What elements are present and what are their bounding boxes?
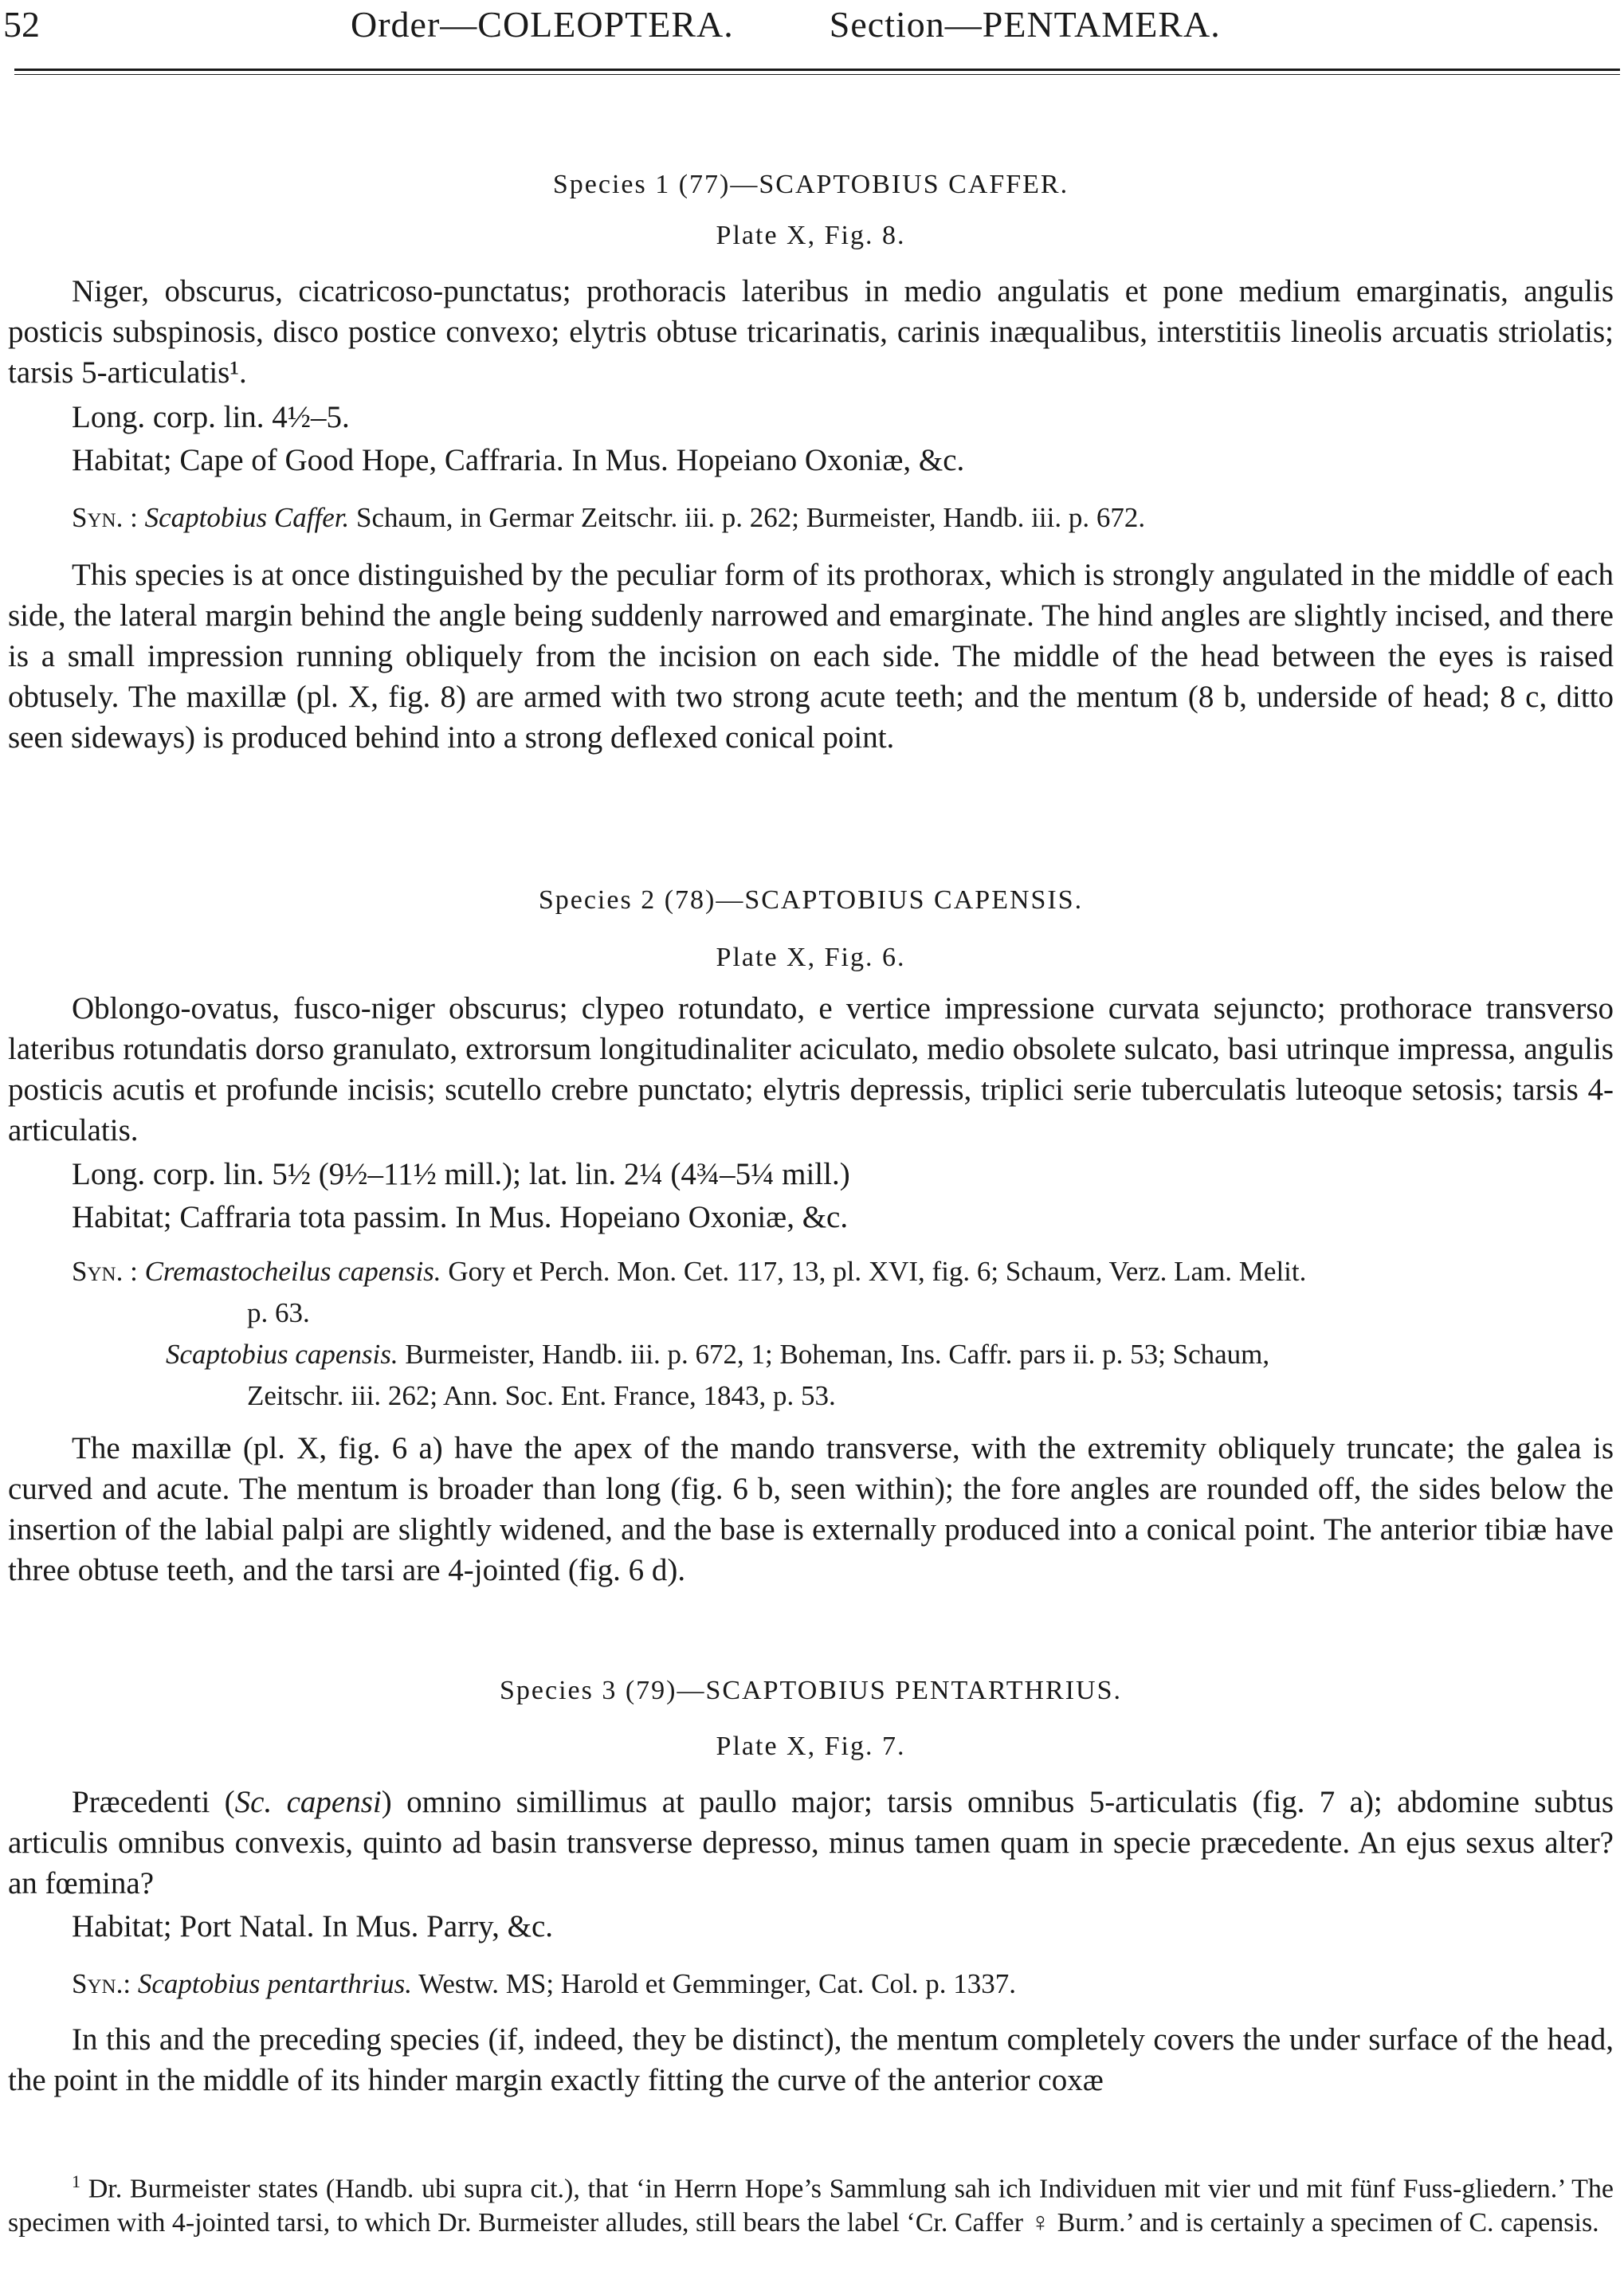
synonymy-label: Syn. : <box>72 502 138 533</box>
species-3-synonymy <box>8 1963 1624 2005</box>
synonymy-label: Syn.: <box>72 1968 131 1999</box>
species-2-description: The maxillæ (pl. X, fig. 6 a) have the apex of the mando transverse, with the extremity obliquely truncate; the galea is curved and acute. The mentum is broader than long (fig. 6 b, seen within); the fore angles are rounded off, the sides below the insertion of the labial palpi are slightly widened, and the base is externally produced into a conical point. The anterior tibiæ have three obtuse teeth, and the tarsi are 4-jointed (fig. 6 d). <box>8 1431 1614 1587</box>
synonym-reference-continued: Zeitschr. iii. 262; Ann. Soc. Ent. France, 1843, p. 53. <box>247 1380 836 1411</box>
header-rule-thin <box>14 74 1620 75</box>
footnote <box>8 2164 1614 2240</box>
species-2-synonymy-2 <box>8 1334 1624 1417</box>
synonym-reference: Gory et Perch. Mon. Cet. 117, 13, pl. XVI, fig. 6; Schaum, Verz. Lam. Melit. <box>448 1256 1307 1287</box>
header-rule <box>14 69 1620 71</box>
species-3-habitat: Habitat; Port Natal. In Mus. Parry, &c. <box>72 1909 554 1943</box>
species-1-description: This species is at once distinguished by the peculiar form of its prothorax, which is strongly angulated in the middle of each side, the lateral margin behind the angle being suddenly narrowed and emarginate. The hind angles are slightly incised, and there is a small impression running obliquely from the incision on each side. The middle of the head between the eyes is raised obtusely. The maxillæ (pl. X, fig. 8) are armed with two strong acute teeth; and the mentum (8 b, underside of head; 8 c, ditto seen sideways) is produced behind into a strong deflexed conical point. <box>8 558 1614 755</box>
species-1-length: Long. corp. lin. 4½–5. <box>72 400 350 434</box>
synonym-reference: Burmeister, Handb. iii. p. 672, 1; Boheman, Ins. Caffr. pars ii. p. 53; Schaum, <box>405 1339 1270 1370</box>
latin-text: Præcedenti ( <box>72 1785 235 1819</box>
species-1-latin-diagnosis: Niger, obscurus, cicatricoso-punctatus; prothoracis lateribus in medio angulatis et pone medium emarginatis, angulis posticis subspinosis, disco postice convexo; elytris obtuse tricarinatis, carinis inæqualibus, interstitiis lineolis arcuatis striolatis; tarsis 5-articulatis¹. <box>8 274 1614 390</box>
footnote-text: Dr. Burmeister states (Handb. ubi supra cit.), that ‘in Herrn Hope’s Sammlung sah ich Individuen mit vier und mit fünf Fuss-gliedern.’ The specimen with 4-jointed tarsi, to which Dr. Burmeister alludes, still bears the label ‘Cr. Caffer ♀ Burm.’ and is certainly a specimen of C. capensis. <box>8 2174 1614 2238</box>
species-1-habitat: Habitat; Cape of Good Hope, Caffraria. In Mus. Hopeiano Oxoniæ, &c. <box>72 443 965 477</box>
synonymy-label: Syn. : <box>72 1256 138 1287</box>
page-number: 52 <box>3 4 40 45</box>
species-2-title: Species 2 (78)—SCAPTOBIUS CAPENSIS. <box>538 885 1084 915</box>
running-head <box>351 3 1221 45</box>
species-2-synonymy-1 <box>8 1251 1624 1334</box>
species-2-habitat: Habitat; Caffraria tota passim. In Mus. Hopeiano Oxoniæ, &c. <box>72 1200 849 1234</box>
order-title: Order—COLEOPTERA. <box>351 4 734 45</box>
synonym-name: Scaptobius capensis. <box>166 1339 398 1370</box>
synonym-reference: Schaum, in Germar Zeitschr. iii. p. 262; Burmeister, Handb. iii. p. 672. <box>356 502 1146 533</box>
species-1-plate: Plate X, Fig. 8. <box>716 221 906 250</box>
species-3-title: Species 3 (79)—SCAPTOBIUS PENTARTHRIUS. <box>500 1676 1122 1705</box>
footnote-marker: 1 <box>72 2171 80 2191</box>
section-title: Section—PENTAMERA. <box>829 4 1221 45</box>
synonym-reference-continued: p. 63. <box>247 1297 310 1328</box>
latin-text: ) omnino simillimus at paullo major; tarsis omnibus 5-articulatis (fig. 7 a); abdomine subtus articulis omnibus convexis, quinto ad basin transverse depresso, minus tamen quam in specie præcedente. An ejus sexus alter? an fœmina? <box>8 1785 1614 1900</box>
synonym-name: Scaptobius pentarthrius. <box>137 1968 412 1999</box>
species-1-synonymy <box>8 497 1624 539</box>
synonym-reference: Westw. MS; Harold et Gemminger, Cat. Col. p. 1337. <box>418 1968 1016 1999</box>
species-1-title: Species 1 (77)—SCAPTOBIUS CAFFER. <box>552 170 1069 199</box>
species-3-latin-diagnosis <box>8 1782 1614 1904</box>
latin-species-name: Sc. capensi <box>234 1785 382 1819</box>
species-3-description: In this and the preceding species (if, indeed, they be distinct), the mentum completely covers the under surface of the head, the point in the middle of its hinder margin exactly fitting the curve of the anterior coxæ <box>8 2022 1614 2097</box>
species-3-plate: Plate X, Fig. 7. <box>716 1732 906 1761</box>
species-2-plate: Plate X, Fig. 6. <box>716 943 906 972</box>
synonym-name: Scaptobius Caffer. <box>144 502 350 533</box>
species-2-length: Long. corp. lin. 5½ (9½–11½ mill.); lat. lin. 2¼ (4¾–5¼ mill.) <box>72 1157 850 1191</box>
synonym-name: Cremastocheilus capensis. <box>144 1256 441 1287</box>
species-2-latin-diagnosis: Oblongo-ovatus, fusco-niger obscurus; clypeo rotundato, e vertice impressione curvata sejuncto; prothorace transverso lateribus rotundatis dorso granulato, extrorsum longitudinaliter aciculato, medio obsolete sulcato, basi utrinque impressa, angulis posticis acutis et profunde incisis; scutello crebre punctato; elytris depressis, triplici serie tuberculatis luteoque setosis; tarsis 4-articulatis. <box>8 991 1614 1147</box>
